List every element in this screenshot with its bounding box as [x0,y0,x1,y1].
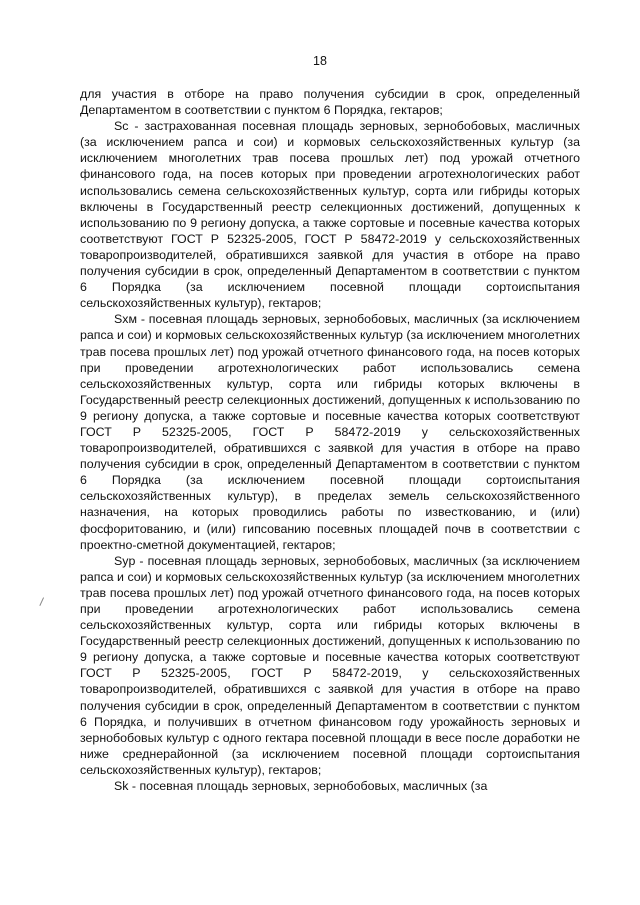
paragraph-sxm-definition: Sхм - посевная площадь зерновых, зернобобовых, масличных (за исключением рапса и сои) и кормовых сельскохозяйственных культур (за исключением многолетних трав посева прошлых лет) под урожай отчетного финансового года, на посев которых при проведении агротехнологических работ использовались семена сельскохозяйственных культур, сорта или гибриды которых включены в Государственный реестр селекционных достижений, допущенных к использованию по 9 региону допуска, а также сортовые и посевные качества которых соответствуют ГОСТ Р 52325-2005, ГОСТ Р 58472-2019 у сельскохозяйственных товаропроизводителей, обратившихся с заявкой для участия в отборе на право получения субсидии в срок, определенный Департаментом в соответствии с пунктом 6 Порядка (за исключением посевной площади сортоиспытания сельскохозяйственных культур), в пределах земель сельскохозяйственного назначения, на которых проводились работы по известкованию, и (или) фосфоритованию, и (или) гипсованию посевных площадей почв в соответствии с проектно-сметной документацией, гектаров; [80,312,580,552]
paragraph-syp-definition: Syp - посевная площадь зерновых, зернобобовых, масличных (за исключением рапса и сои) и кормовых сельскохозяйственных культур (за исключением многолетних трав посева прошлых лет) под урожай отчетного финансового года, на посев которых при проведении агротехнологических работ использовались семена сельскохозяйственных культур, сорта или гибриды которых включены в Государственный реестр селекционных достижений, допущенных к использованию по 9 региону допуска, а также сортовые и посевные качества которых соответствуют ГОСТ Р 52325-2005, ГОСТ Р 58472-2019, у сельскохозяйственных товаропроизводителей, обратившихся с заявкой для участия в отборе на право получения субсидии в срок, определенный Департаментом в соответствии с пунктом 6 Порядка, и получивших в отчетном финансовом году урожайность зерновых и зернобобовых культур с одного гектара посевной площади в весе после доработки не ниже среднерайонной (за исключением посевной площади сортоиспытания сельскохозяйственных культур), гектаров; [80,553,580,777]
paragraph-sk-definition: Sk - посевная площадь зерновых, зернобобовых, масличных (за [114,779,488,794]
margin-mark [39,597,47,607]
paragraph-sc-definition: Sc - застрахованная посевная площадь зерновых, зернобобовых, масличных (за исключением рапса и сои) и кормовых сельскохозяйственных культур (за исключением многолетних трав посева прошлых лет) под урожай отчетного финансового года, на посев которых при проведении агротехнологических работ использовались семена сельскохозяйственных культур, сорта или гибриды которых включены в Государственный реестр селекционных достижений, допущенных к использованию по 9 региону допуска, а также сортовые и посевные качества которых соответствуют ГОСТ Р 52325-2005, ГОСТ Р 58472-2019 у сельскохозяйственных товаропроизводителей, обратившихся заявкой для участия в отборе на право получения субсидии в срок, определенный Департаментом в соответствии с пунктом 6 Порядка (за исключением посевной площади сортоиспытания сельскохозяйственных культур), гектаров; [80,119,580,311]
paragraph-continuation: для участия в отборе на право получения субсидии в срок, определенный Департаментом в соответствии с пунктом 6 Порядка, гектаров; [80,87,580,118]
body-text [80,86,580,794]
page-number: 18 [313,54,327,68]
